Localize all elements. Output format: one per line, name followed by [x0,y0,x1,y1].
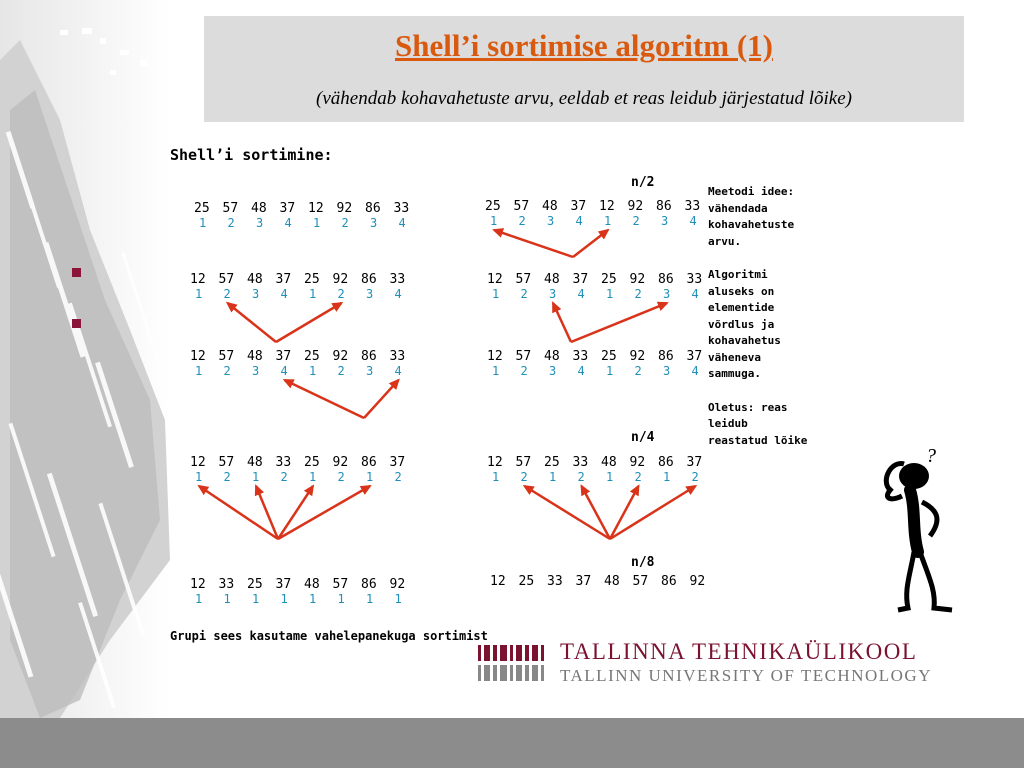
value-L2-4: 25 [304,272,320,287]
value-R2-2: 48 [544,272,560,287]
index-R1-6: 3 [661,214,669,228]
value-R4-4: 48 [601,455,617,470]
index-R2-6: 3 [663,287,671,301]
index-L4-2: 1 [252,470,260,484]
index-L3-2: 3 [252,364,260,378]
value-L5-4: 48 [304,577,320,592]
value-L3-3: 37 [275,349,292,364]
index-R2-3: 4 [577,287,585,301]
index-R4-1: 2 [520,470,528,484]
value-R3-0: 12 [487,349,503,364]
value-R1-5: 92 [627,199,644,214]
index-R1-4: 1 [604,214,612,228]
value-R3-1: 57 [515,349,532,364]
value-R1-7: 33 [684,199,701,214]
value-L2-3: 37 [275,272,292,287]
value-L5-2: 25 [247,577,263,592]
index-L1-1: 2 [227,216,235,230]
slide-title: Shell’i sortimise algoritm (1) [395,28,773,63]
value-L2-1: 57 [218,272,235,287]
index-L5-1: 1 [223,592,231,606]
value-L4-0: 12 [190,455,206,470]
value-L1-6: 86 [365,201,381,216]
value-L3-6: 86 [361,349,377,364]
value-R4-7: 37 [686,455,703,470]
title-box [204,16,964,122]
value-L4-5: 92 [332,455,349,470]
value-R3-5: 92 [629,349,646,364]
diagram-footer-note: Grupi sees kasutame vahelepanekuga sortimist [170,629,488,643]
index-L2-5: 2 [337,287,345,301]
index-L4-6: 1 [366,470,374,484]
value-L5-1: 33 [218,577,235,592]
note-algorithm: Algoritmi aluseks on elementide võrdlus ja kohavahetus väheneva sammuga. [708,268,781,380]
value-R5-2: 33 [547,574,563,589]
index-L3-3: 4 [280,364,288,378]
index-L1-3: 4 [284,216,292,230]
index-L2-7: 4 [394,287,402,301]
value-R3-2: 48 [544,349,560,364]
index-L5-4: 1 [309,592,317,606]
value-L2-7: 33 [389,272,406,287]
value-R1-0: 25 [485,199,501,214]
value-R2-3: 37 [572,272,589,287]
index-L1-6: 3 [370,216,378,230]
value-R5-5: 57 [632,574,649,589]
footer-bar [0,718,1024,768]
value-R3-4: 25 [601,349,617,364]
index-R3-3: 4 [577,364,585,378]
index-R3-7: 4 [691,364,699,378]
value-L5-7: 92 [389,577,406,592]
index-R2-1: 2 [520,287,528,301]
index-R4-5: 2 [634,470,642,484]
index-L5-0: 1 [195,592,203,606]
step-label-n2: n/2 [631,175,655,190]
bullet-2 [72,319,81,328]
bullet-1 [72,268,81,277]
value-R1-6: 86 [656,199,672,214]
value-L4-7: 37 [389,455,406,470]
value-L2-2: 48 [247,272,263,287]
value-L4-4: 25 [304,455,320,470]
index-L1-7: 4 [398,216,406,230]
index-L2-4: 1 [309,287,317,301]
value-R5-6: 86 [661,574,677,589]
decorative-background [0,0,170,718]
step-label-n4: n/4 [631,430,655,445]
value-L5-3: 37 [275,577,292,592]
index-R4-2: 1 [549,470,557,484]
index-L1-0: 1 [199,216,207,230]
index-L3-7: 4 [394,364,402,378]
shell-sort-diagram [170,142,706,647]
index-L3-0: 1 [195,364,203,378]
index-L2-6: 3 [366,287,374,301]
value-L5-5: 57 [332,577,349,592]
index-L4-7: 2 [394,470,402,484]
index-R3-2: 3 [549,364,557,378]
value-L3-1: 57 [218,349,235,364]
value-R4-1: 57 [515,455,532,470]
index-L5-3: 1 [280,592,288,606]
index-R3-4: 1 [606,364,614,378]
value-R5-3: 37 [575,574,592,589]
index-L2-1: 2 [223,287,231,301]
value-L1-7: 33 [393,201,410,216]
value-R3-7: 37 [686,349,703,364]
slide-subtitle: (vähendab kohavahetuste arvu, eeldab et reas leidub järjestatud lõike) [316,88,852,109]
index-L1-4: 1 [313,216,321,230]
index-L4-4: 1 [309,470,317,484]
value-R1-3: 37 [570,199,587,214]
value-L3-7: 33 [389,349,406,364]
value-L5-6: 86 [361,577,377,592]
index-R4-4: 1 [606,470,614,484]
value-R2-5: 92 [629,272,646,287]
value-R2-4: 25 [601,272,617,287]
value-L1-5: 92 [336,201,353,216]
value-L1-2: 48 [251,201,267,216]
value-L3-5: 92 [332,349,349,364]
index-R4-3: 2 [577,470,585,484]
index-R1-7: 4 [689,214,697,228]
university-name-en: TALLINN UNIVERSITY OF TECHNOLOGY [560,666,932,685]
index-L2-2: 3 [252,287,260,301]
index-R1-2: 3 [547,214,555,228]
index-R4-6: 1 [663,470,671,484]
value-R4-6: 86 [658,455,674,470]
value-R2-0: 12 [487,272,503,287]
value-L4-1: 57 [218,455,235,470]
value-L3-0: 12 [190,349,206,364]
index-L4-5: 2 [337,470,345,484]
index-R4-7: 2 [691,470,699,484]
value-L1-1: 57 [222,201,239,216]
question-mark: ? [926,445,936,467]
method-notes [708,184,858,466]
value-R4-3: 33 [572,455,589,470]
value-L1-3: 37 [279,201,296,216]
index-L4-0: 1 [195,470,203,484]
value-R2-1: 57 [515,272,532,287]
index-L5-5: 1 [337,592,345,606]
index-L3-1: 2 [223,364,231,378]
index-L2-0: 1 [195,287,203,301]
value-L4-3: 33 [275,455,292,470]
index-R1-0: 1 [490,214,498,228]
value-R1-4: 12 [599,199,615,214]
value-L1-4: 12 [308,201,324,216]
index-R4-0: 1 [492,470,500,484]
university-logo-icon [478,643,546,685]
index-L5-7: 1 [394,592,402,606]
index-R2-0: 1 [492,287,500,301]
index-R3-6: 3 [663,364,671,378]
thinking-figure-icon [870,440,960,618]
index-R3-0: 1 [492,364,500,378]
value-L3-2: 48 [247,349,263,364]
index-L3-4: 1 [309,364,317,378]
value-L2-6: 86 [361,272,377,287]
index-R3-1: 2 [520,364,528,378]
value-L1-0: 25 [194,201,210,216]
index-L2-3: 4 [280,287,288,301]
value-L2-0: 12 [190,272,206,287]
index-R1-1: 2 [518,214,526,228]
value-L5-0: 12 [190,577,206,592]
note-idea: Meetodi idee: vähendada kohavahetuste arvu. [708,185,795,248]
diagram-heading: Shell’i sortimine: [170,146,333,164]
index-L4-3: 2 [280,470,288,484]
value-R3-6: 86 [658,349,674,364]
value-R5-7: 92 [689,574,706,589]
value-L4-6: 86 [361,455,377,470]
value-R1-2: 48 [542,199,558,214]
value-L3-4: 25 [304,349,320,364]
index-L1-5: 2 [341,216,349,230]
index-L5-2: 1 [252,592,260,606]
index-R2-7: 4 [691,287,699,301]
index-L1-2: 3 [256,216,264,230]
value-R5-0: 12 [490,574,506,589]
index-R1-3: 4 [575,214,583,228]
value-R2-7: 33 [686,272,703,287]
note-assumption: Oletus: reas leidub reastatud lõike [708,400,808,447]
index-R1-5: 2 [632,214,640,228]
index-L3-6: 3 [366,364,374,378]
index-R2-2: 3 [549,287,557,301]
value-R4-2: 25 [544,455,560,470]
index-L3-5: 2 [337,364,345,378]
value-R3-3: 33 [572,349,589,364]
university-name-et: TALLINNA TEHNIKAÜLIKOOL [560,639,918,664]
value-R2-6: 86 [658,272,674,287]
value-R4-5: 92 [629,455,646,470]
index-L5-6: 1 [366,592,374,606]
index-L4-1: 2 [223,470,231,484]
index-R2-5: 2 [634,287,642,301]
value-R1-1: 57 [513,199,530,214]
index-R2-4: 1 [606,287,614,301]
value-R4-0: 12 [487,455,503,470]
step-label-n8: n/8 [631,555,655,570]
value-L4-2: 48 [247,455,263,470]
value-R5-1: 25 [518,574,535,589]
value-L2-5: 92 [332,272,349,287]
value-R5-4: 48 [604,574,620,589]
index-R3-5: 2 [634,364,642,378]
